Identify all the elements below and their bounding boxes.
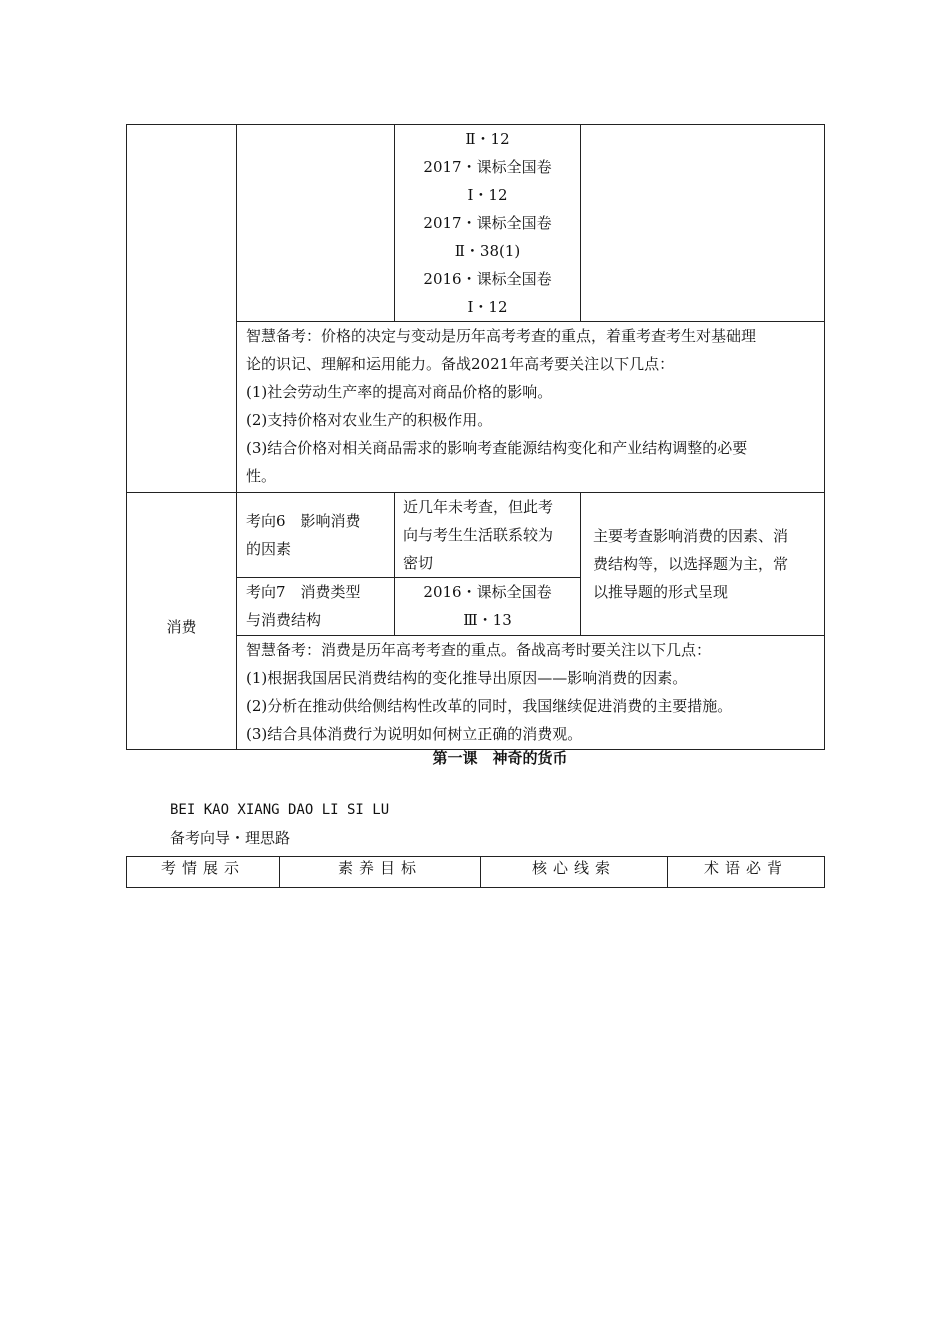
consumption-topic6-row	[127, 493, 825, 578]
analysis-line: 费结构等，以选择题为主，常	[593, 555, 789, 573]
prep-line: (2)分析在推动供给侧结构性改革的同时，我国继续促进消费的主要措施。	[246, 697, 733, 715]
prep-line: (3)结合具体消费行为说明如何树立正确的消费观。	[246, 725, 583, 743]
header-key-terms: 术语必背	[668, 857, 825, 888]
section-heading: 备考向导・理思路	[170, 829, 291, 847]
topic7-cell	[237, 578, 395, 636]
prep-line: (2)支持价格对农业生产的积极作用。	[246, 411, 493, 429]
prep-line: (3)结合价格对相关商品需求的影响考查能源结构变化和产业结构调整的必要	[246, 439, 748, 457]
prep-line: 智慧备考：价格的决定与变动是历年高考考查的重点，着重考查考生对基础理	[246, 327, 757, 345]
exam-ref: Ⅱ・38(1)	[454, 242, 521, 260]
topic-line: 考向6 影响消费	[246, 512, 361, 530]
consumption-label: 消费	[166, 617, 197, 636]
topic-line: 的因素	[246, 540, 292, 558]
analysis-line: 主要考查影响消费的因素、消	[593, 527, 789, 545]
exam-ref: 2017・课标全国卷	[423, 214, 552, 232]
prep-line: 论的识记、理解和运用能力。备战2021年高考要关注以下几点：	[246, 355, 675, 373]
price-subtopic-cell	[237, 125, 395, 322]
exam-ref: 2016・课标全国卷	[423, 270, 552, 288]
topic-line: 与消费结构	[246, 611, 322, 629]
pinyin-heading: BEI KAO XIANG DAO LI SI LU	[170, 802, 390, 818]
exam-note-line: 密切	[403, 554, 434, 572]
price-exam-row	[127, 125, 825, 322]
topic6-cell	[237, 493, 395, 578]
exam-ref: 2016・课标全国卷	[423, 583, 552, 601]
overview-header-row	[127, 857, 825, 888]
exam-ref: Ⅱ・12	[465, 130, 510, 148]
exam-ref: 2017・课标全国卷	[423, 158, 552, 176]
prep-line: (1)根据我国居民消费结构的变化推导出原因——影响消费的因素。	[246, 669, 688, 687]
consumption-prep-cell	[237, 636, 825, 750]
prep-line: 智慧备考：消费是历年高考考查的重点。备战高考时要关注以下几点：	[246, 641, 712, 659]
exam-ref: Ⅰ・12	[467, 298, 508, 316]
price-exam-cell	[395, 125, 581, 322]
exam-analysis-table	[126, 124, 825, 750]
price-topic-cell	[127, 125, 237, 493]
consumption-label-cell	[127, 493, 237, 750]
lesson-title: 第一课 神奇的货币	[432, 749, 568, 767]
exam-ref: Ⅰ・12	[467, 186, 508, 204]
price-prep-cell	[237, 322, 825, 493]
topic-line: 考向7 消费类型	[246, 583, 361, 601]
prep-line: (1)社会劳动生产率的提高对商品价格的影响。	[246, 383, 553, 401]
header-literacy-goals: 素养目标	[280, 857, 481, 888]
topic6-exam-cell	[395, 493, 581, 578]
header-exam-display: 考情展示	[127, 857, 280, 888]
topic7-exam-cell	[395, 578, 581, 636]
exam-note-line: 向与考生生活联系较为	[403, 526, 554, 544]
consumption-analysis-cell	[581, 493, 825, 636]
header-core-clues: 核心线索	[481, 857, 668, 888]
analysis-line: 以推导题的形式呈现	[593, 583, 729, 601]
prep-line: 性。	[246, 467, 277, 485]
exam-ref: Ⅲ・13	[463, 611, 512, 629]
overview-table	[126, 856, 825, 888]
price-analysis-cell	[581, 125, 825, 322]
exam-note-line: 近几年未考查，但此考	[403, 498, 554, 516]
